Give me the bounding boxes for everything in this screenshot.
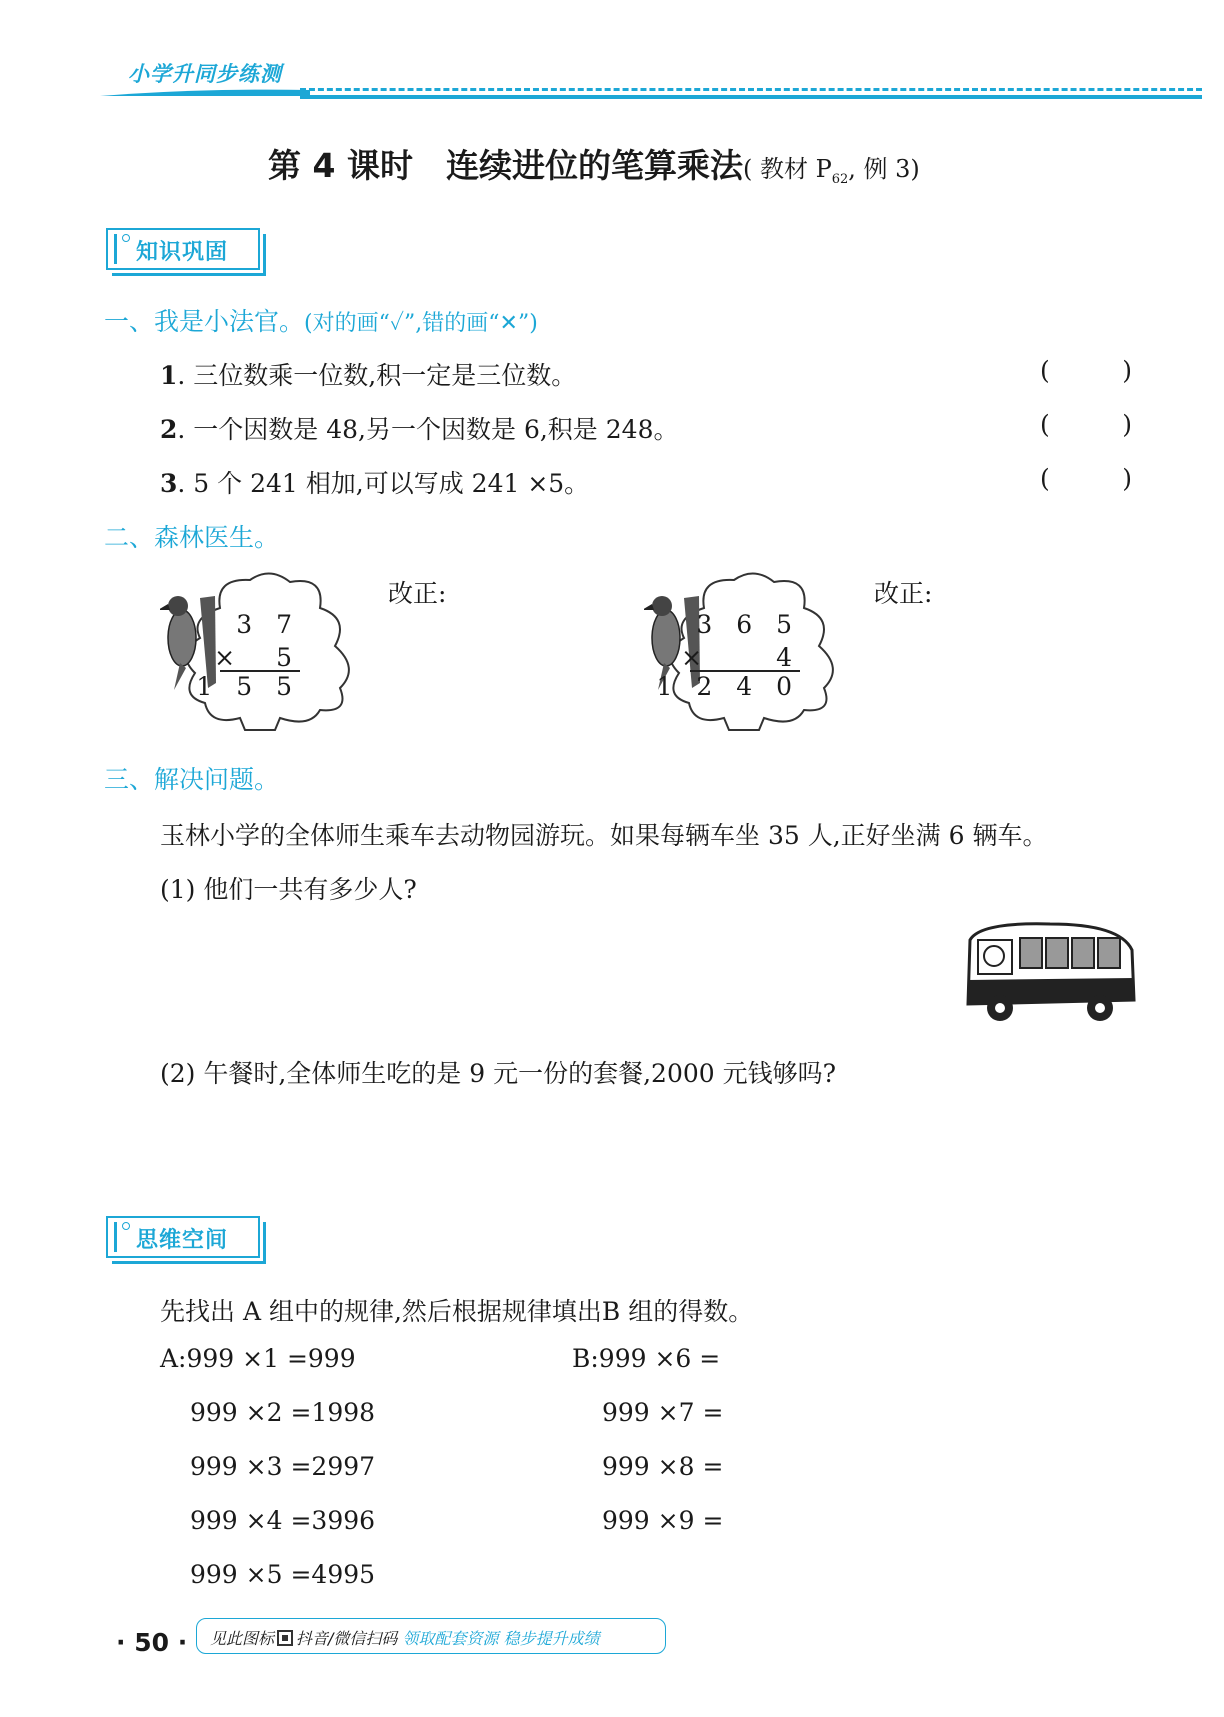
brand-title: 小学升同步练测 (128, 62, 282, 86)
group-a-row: 999 ×4 =3996 (190, 1506, 376, 1535)
lesson-reference (742, 155, 920, 187)
calc-result: 1 5 5 (196, 672, 300, 701)
group-b-row[interactable]: 999 ×7 = (602, 1398, 724, 1427)
school-bus-illustration (960, 920, 1140, 1025)
paren-close: ) (1122, 410, 1132, 439)
calc-multiplicand: 3 6 5 (696, 610, 800, 639)
item-number: 1 (160, 361, 178, 390)
paren-open: ( (1040, 356, 1050, 385)
q1-instruction: (对的画“✓”,错的画“✕”) (304, 311, 538, 336)
q1-item-1 (160, 356, 576, 392)
label-dot-icon (122, 1222, 130, 1230)
ref-suffix: , 例 3) (848, 155, 920, 183)
q3-subquestion-2: (2) 午餐时,全体师生吃的是 9 元一份的套餐,2000 元钱够吗? (160, 1059, 837, 1088)
paren-close: ) (1122, 464, 1132, 493)
page-number: · 50 · (116, 1628, 188, 1657)
footer-text-b: 抖音/微信扫码 (296, 1629, 398, 1648)
group-b-row[interactable]: B:999 ×6 = (572, 1344, 721, 1373)
vertical-calc-2 (656, 610, 800, 701)
ref-prefix: ( 教材 P (742, 155, 832, 183)
q2-heading: 二、森林医生。 (104, 523, 280, 552)
q3-problem-text: 玉林小学的全体师生乘车去动物园游玩。如果每辆车坐 35 人,正好坐满 6 辆车。 (160, 821, 1048, 850)
ref-page-sub: 62 (831, 171, 849, 187)
item-text: . 三位数乘一位数,积一定是三位数。 (177, 361, 577, 390)
item-text: . 5 个 241 相加,可以写成 241 ×5。 (177, 469, 590, 498)
item-text: . 一个因数是 48,另一个因数是 6,积是 248。 (177, 415, 679, 444)
item-number: 2 (160, 415, 178, 444)
q1-heading-text: 一、我是小法官。 (104, 307, 305, 336)
group-a-row: 999 ×3 =2997 (190, 1452, 376, 1481)
vertical-calc-1 (196, 610, 300, 701)
label-dot-icon (122, 234, 130, 242)
q1-heading (104, 302, 538, 338)
qr-code-icon (277, 1630, 293, 1646)
q3-heading: 三、解决问题。 (104, 765, 280, 794)
group-b-row[interactable]: 999 ×9 = (602, 1506, 724, 1535)
footer-text-a: 见此图标 (210, 1629, 275, 1648)
q1-item-3 (160, 464, 589, 500)
calc-result: 1 2 4 0 (656, 672, 800, 701)
header-swoosh (100, 88, 310, 96)
answer-blank-2[interactable] (1040, 410, 1132, 439)
answer-blank-1[interactable] (1040, 356, 1132, 385)
paren-open: ( (1040, 464, 1050, 493)
footer-text (210, 1626, 600, 1649)
header-rule (300, 95, 1202, 99)
section-label-knowledge (106, 228, 266, 276)
section-label-thinking (106, 1216, 266, 1264)
q3-subquestion-1: (1) 他们一共有多少人? (160, 875, 417, 904)
q1-item-2 (160, 410, 678, 446)
calc-multiplier: × 4 (681, 643, 800, 672)
lesson-title (268, 140, 920, 187)
thinking-instruction: 先找出 A 组中的规律,然后根据规律填出B 组的得数。 (160, 1297, 754, 1326)
footer-text-c: 领取配套资源 稳步提升成绩 (402, 1629, 600, 1648)
section-label-text: 知识巩固 (136, 240, 229, 265)
paren-open: ( (1040, 410, 1050, 439)
group-b-row[interactable]: 999 ×8 = (602, 1452, 724, 1481)
answer-blank-3[interactable] (1040, 464, 1132, 493)
group-a-row: 999 ×5 =4995 (190, 1560, 376, 1589)
correction-label-1: 改正: (388, 579, 447, 608)
lesson-title-text: 第 4 课时 连续进位的笔算乘法 (268, 146, 743, 185)
label-bar (114, 234, 117, 264)
paren-close: ) (1122, 356, 1132, 385)
section-label-text: 思维空间 (136, 1228, 229, 1253)
calc-multiplier: × 5 (214, 643, 300, 672)
calc-multiplicand: 3 7 (236, 610, 300, 639)
group-a-row: 999 ×2 =1998 (190, 1398, 376, 1427)
group-a-row: A:999 ×1 =999 (160, 1344, 356, 1373)
item-number: 3 (160, 469, 178, 498)
label-bar (114, 1222, 117, 1252)
correction-label-2: 改正: (874, 579, 933, 608)
